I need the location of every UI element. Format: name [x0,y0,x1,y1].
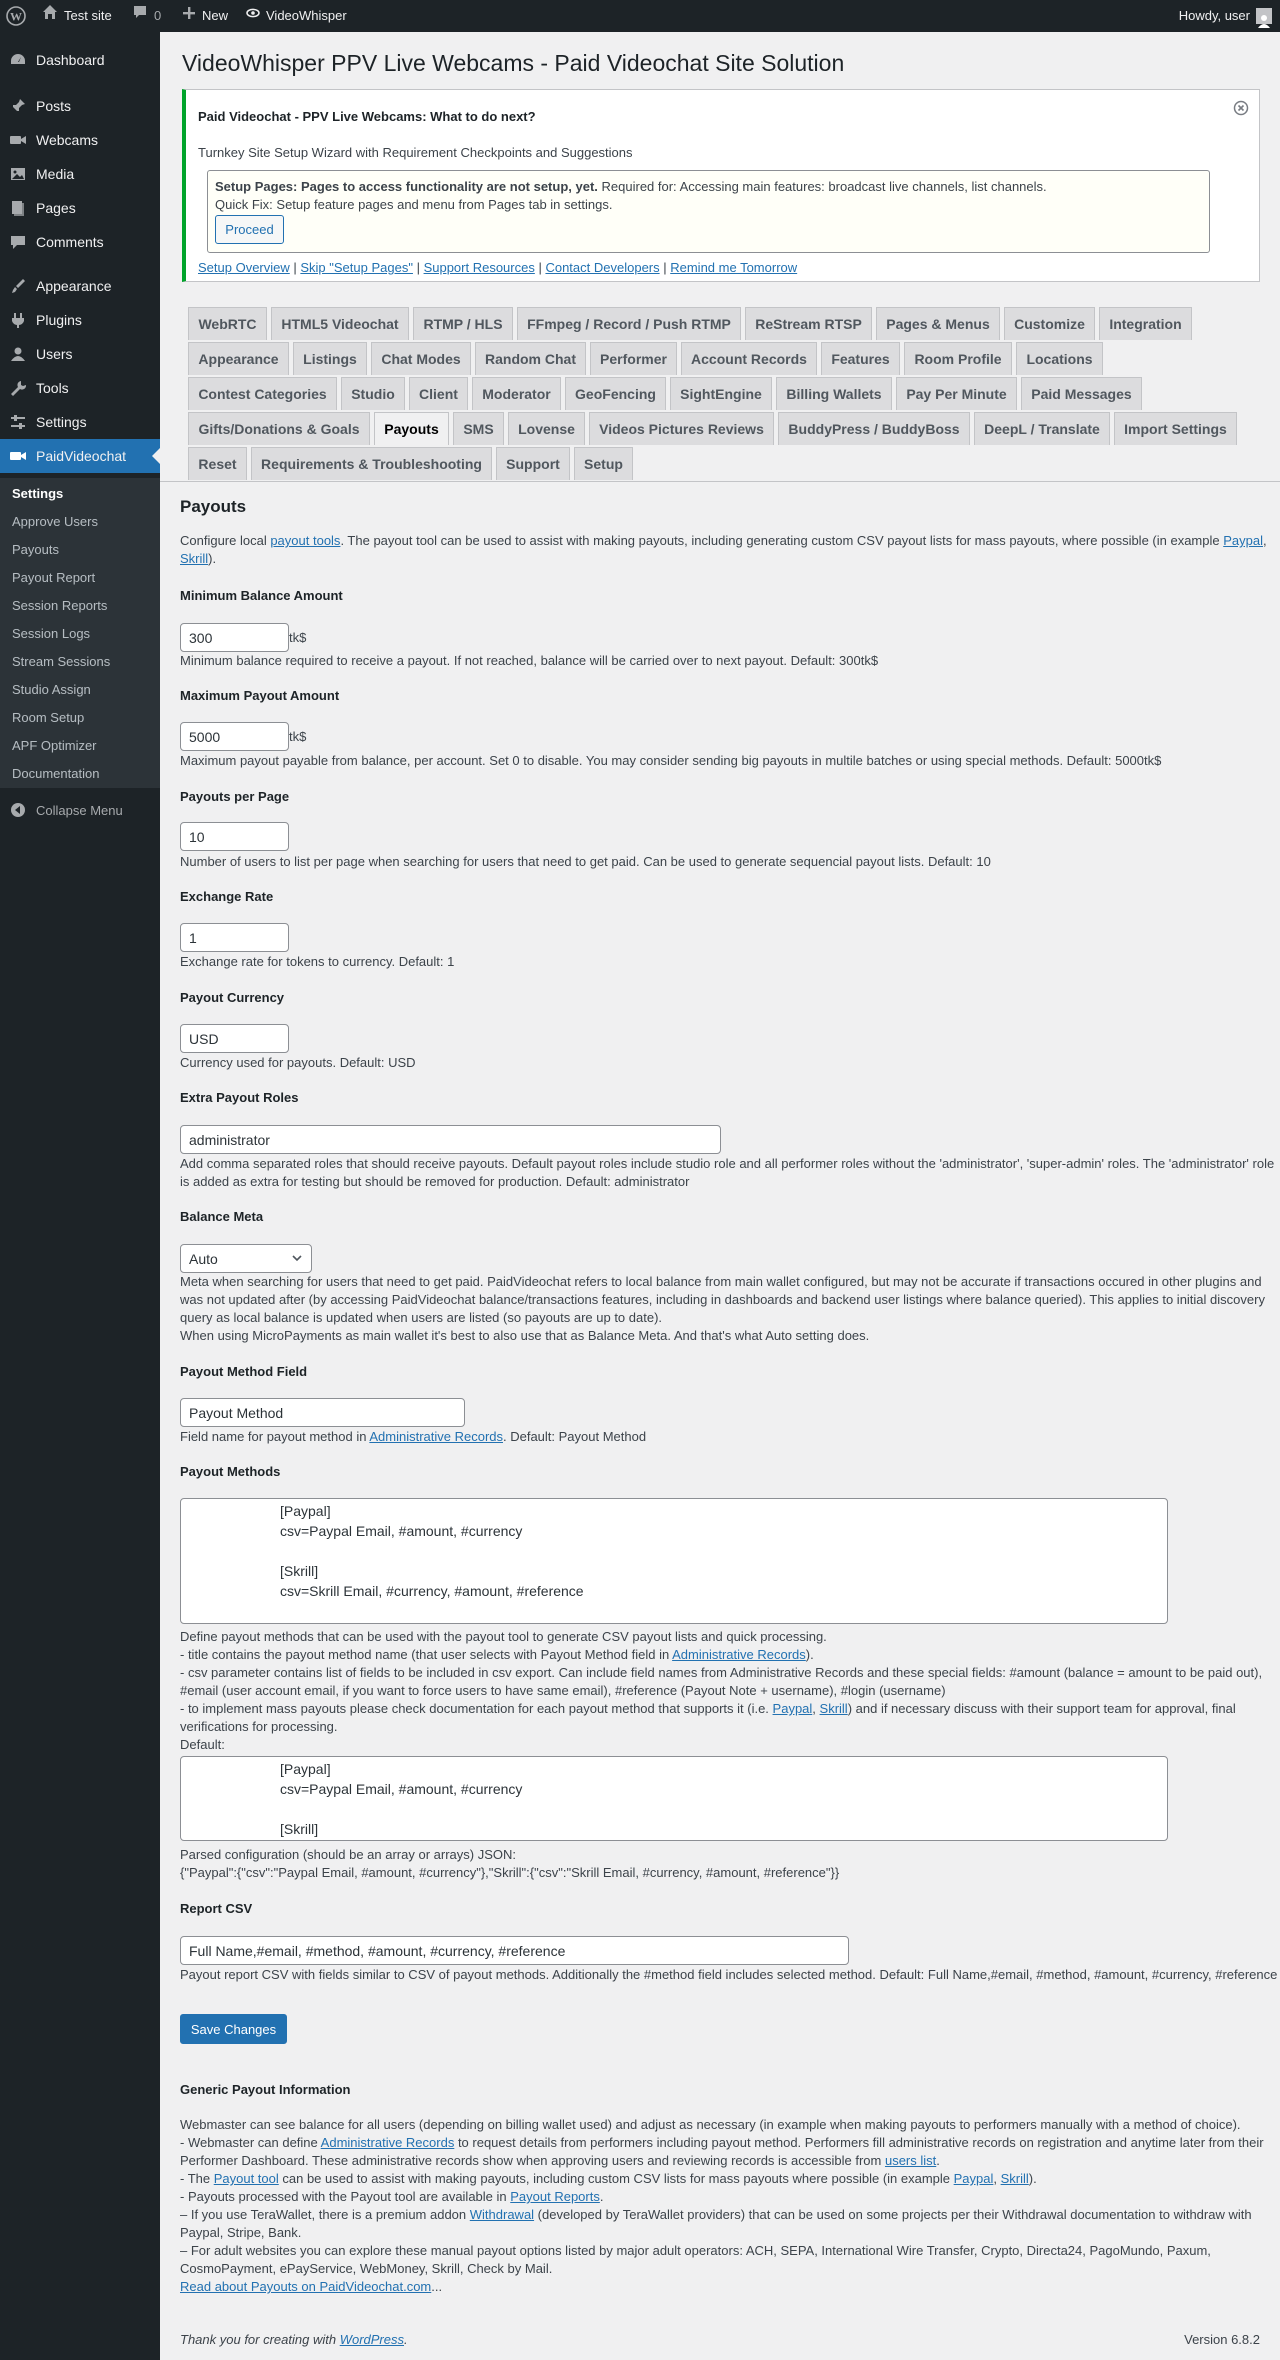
setup-notice [182,89,1260,282]
extra-roles-desc: Add comma separated roles that should receive payouts. Default payout roles include studio role and all performer roles without the 'administrator', 'super-admin' roles. The 'administrator' role is added as extra for testing but should be removed for production. Default: administrator [180,1156,1275,1189]
tab-lovense[interactable]: Lovense [508,412,585,445]
settings-icon [0,413,36,431]
menu-webcams[interactable]: Webcams [0,123,160,157]
tab-locations[interactable]: Locations [1016,342,1103,375]
menu-posts[interactable]: Posts [0,89,160,123]
method-field-desc: Field name for payout method in Administrative Records. Default: Payout Method [180,1429,647,1444]
tab-moderator[interactable]: Moderator [472,377,561,410]
payout-methods-textarea[interactable]: [Paypal] csv=Paypal Email, #amount, #currency [Skrill] csv=Skrill Email, #currency, #amount, #reference [180,1498,1168,1624]
media-icon [0,165,36,183]
max-payout-input[interactable] [180,722,289,751]
user-icon [0,345,36,363]
report-csv-input[interactable] [180,1936,849,1965]
contact-developers-link[interactable]: Contact Developers [545,260,660,275]
tab-rtmp-hls[interactable]: RTMP / HLS [413,307,513,340]
wordpress-logo-icon[interactable] [6,0,26,32]
home-icon [42,0,58,32]
menu-appearance[interactable]: Appearance [0,269,160,303]
proceed-button[interactable]: Proceed [215,215,284,244]
generic-payout-info: Webmaster can see balance for all users (depending on billing wallet used) and adjust as necessary (in example when making payouts to performers manually with a method of choice). - Webmaster can define Administrative Records to request details from performers including payout method. Performers fill administrative records on registration and anytime later from their Performer Dashboard. These administrative records show when approving users and reviewing records is accessible from users list. - The Payout tool can be used to assist with making payouts, including custom CSV lists for mass payouts where possible (in example Paypal, Skrill). - Payouts processed with the Payout tool are available in Payout Reports. – If you use TeraWallet, there is a premium addon Withdrawal (developed by TeraWallet providers) that can be used on some projects per their Withdrawal documentation to withdraw with Paypal, Stripe, Bank. – For adult websites you can explore these manual payout options listed by major adult operators: ACH, SEPA, International Wire Transfer, Crypto, Directa24, PagoMundo, Paxum, CosmoPayment, ePayService, WebMoney, Skrill, Check by Mail. Read about Payouts on PaidVideochat.com... [180,2117,1264,2294]
max-payout-desc: Maximum payout payable from balance, per account. Set 0 to disable. You may consider sending big payouts in multile batches or using special methods. Default: 5000tk$ [180,753,1162,768]
notice-links: Setup Overview | Skip "Setup Pages" | Support Resources | Contact Developers | Remind me Tomorrow [198,260,798,275]
admin-bar [0,0,1280,32]
skrill-link[interactable]: Skrill [180,551,209,566]
skrill-doc-link[interactable]: Skrill [819,1701,848,1716]
submenu-room-setup[interactable]: Room Setup [12,710,85,725]
tab-reset[interactable]: Reset [188,447,247,480]
tab-deepl-translate[interactable]: DeepL / Translate [974,412,1110,445]
dismiss-icon[interactable] [1233,100,1249,116]
currency-label: Payout Currency [180,990,285,1005]
setup-box-line1: Setup Pages: Pages to access functionality are not setup, yet. Required for: Accessing main features: broadcast live channels, list channels. [215,179,1047,194]
comments-link[interactable]: 0 [132,0,161,32]
tab-random-chat[interactable]: Random Chat [475,342,586,375]
tab-gifts-donations-goals[interactable]: Gifts/Donations & Goals [188,412,370,445]
submenu-documentation[interactable]: Documentation [12,766,100,781]
tab-import-settings[interactable]: Import Settings [1114,412,1237,445]
submenu-apf-optimizer[interactable]: APF Optimizer [12,738,97,753]
exchange-rate-desc: Exchange rate for tokens to currency. Default: 1 [180,954,455,969]
menu-comments[interactable]: Comments [0,225,160,259]
submenu-payouts[interactable]: Payouts [12,542,59,557]
videowhisper-link[interactable]: VideoWhisper [246,0,347,32]
paypal-doc-link[interactable]: Paypal [772,1701,813,1716]
extra-roles-input[interactable] [180,1125,721,1154]
tab-features[interactable]: Features [821,342,900,375]
parsed-config: Parsed configuration (should be an array or arrays) JSON: {"Paypal":{"csv":"Paypal Email, #amount, #currency"},"Skrill":{"csv":"Skrill Email, #currency, #amount, #reference"}} [180,1847,840,1880]
users-list-link[interactable]: users list [884,2153,937,2168]
skip-setup-pages-link[interactable]: Skip "Setup Pages" [300,260,413,275]
tab-paid-messages[interactable]: Paid Messages [1021,377,1142,410]
per-page-label: Payouts per Page [180,789,290,804]
plus-icon [182,0,196,32]
tab-customize[interactable]: Customize [1004,307,1095,340]
report-csv-desc: Payout report CSV with fields similar to CSV of payout methods. Additionally the #method field includes selected method. Default: Full Name,#email, #method, #amount, #currency, #reference [180,1967,1278,1982]
default-methods-textarea[interactable]: [Paypal] csv=Paypal Email, #amount, #currency [Skrill] [180,1756,1168,1841]
tab-sightengine[interactable]: SightEngine [670,377,772,410]
menu-dashboard[interactable]: Dashboard [0,43,160,77]
per-page-desc: Number of users to list per page when searching for users that need to get paid. Can be used to generate sequencial payout lists. Default: 10 [180,854,991,869]
submenu-settings[interactable]: Settings [12,486,64,501]
menu-paidvideochat[interactable]: PaidVideochat [0,439,160,473]
account-menu[interactable]: Howdy, user [1179,0,1272,32]
collapse-arrow-icon [0,802,36,818]
tab-ffmpeg-record-push-rtmp[interactable]: FFmpeg / Record / Push RTMP [517,307,741,340]
tab-account-records[interactable]: Account Records [681,342,817,375]
max-payout-label: Maximum Payout Amount [180,688,340,703]
collapse-menu-button[interactable]: Collapse Menu [0,798,160,822]
current-menu-arrow [152,448,160,464]
setup-overview-link[interactable]: Setup Overview [198,260,290,275]
site-name-link[interactable]: Test site [42,0,112,32]
submenu-payout-report[interactable]: Payout Report [12,570,96,585]
currency-input[interactable] [180,1024,289,1053]
tab-client[interactable]: Client [409,377,468,410]
notice-subtitle: Turnkey Site Setup Wizard with Requirement Checkpoints and Suggestions [198,145,633,160]
menu-pages[interactable]: Pages [0,191,160,225]
payout-methods-label: Payout Methods [180,1464,281,1479]
tab-pay-per-minute[interactable]: Pay Per Minute [896,377,1017,410]
menu-tools[interactable]: Tools [0,371,160,405]
tab-chat-modes[interactable]: Chat Modes [371,342,471,375]
tab-webrtc[interactable]: WebRTC [188,307,267,340]
menu-plugins[interactable]: Plugins [0,303,160,337]
skrill-link-2[interactable]: Skrill [1000,2171,1029,2186]
max-payout-unit: tk$ [289,729,307,744]
tab-pages-menus[interactable]: Pages & Menus [876,307,1000,340]
read-about-payouts-link[interactable]: Read about Payouts on PaidVideochat.com [180,2279,432,2294]
balance-meta-select[interactable]: Auto [180,1244,312,1273]
wordpress-link[interactable]: WordPress [339,2332,404,2347]
tab-restream-rtsp[interactable]: ReStream RTSP [745,307,872,340]
tab-videos-pictures-reviews[interactable]: Videos Pictures Reviews [589,412,774,445]
eye-icon [246,0,260,32]
tab-setup[interactable]: Setup [574,447,633,480]
payout-methods-desc: Define payout methods that can be used with the payout tool to generate CSV payout lists and quick processing. - title contains the payout method name (that user selects with Payout Method field in Administrative Records). - csv parameter contains list of fields to be included in csv export. Can include field names from Administrative Records and these special fields: #amount (balance = amount to be paid out), #email (user account email, if you want to force users to have same email), #reference (Payout Note + username), #login (username) - to implement mass payouts please check documentation for each payout method that supports it (i.e. Paypal, Skrill) and if necessary discuss with their support team for approval, final verifications for processing. Default: [180,1629,1263,1752]
payout-tool-link[interactable]: Payout tool [213,2171,279,2186]
dashboard-icon [0,51,36,69]
tab-geofencing[interactable]: GeoFencing [565,377,666,410]
tab-sms[interactable]: SMS [453,412,504,445]
menu-media[interactable]: Media [0,157,160,191]
avatar [1256,8,1272,24]
setup-box-line2: Quick Fix: Setup feature pages and menu from Pages tab in settings. [215,197,613,212]
tab-contest-categories[interactable]: Contest Categories [188,377,337,410]
plug-icon [0,311,36,329]
video-icon [0,447,36,465]
withdrawal-link[interactable]: Withdrawal [469,2207,535,2222]
tab-studio[interactable]: Studio [341,377,405,410]
video-icon [0,131,36,149]
min-balance-label: Minimum Balance Amount [180,588,343,603]
balance-meta-desc: Meta when searching for users that need to get paid. PaidVideochat refers to local balance from main wallet configured, but may not be accurate if transactions occured in other plugins and was not updated after (by accessing PaidVideochat balance/transactions features, including in dashboards and backend user listings where balance queried). This applies to initial discovery query as local balance is updated when users are listed (so payouts are up to date). When using MicroPayments as main wallet it's best to also use that as Balance Meta. And that's what Auto setting does. [180,1274,1265,1343]
tab-listings[interactable]: Listings [293,342,367,375]
administrative-records-link-3[interactable]: Administrative Records [320,2135,455,2150]
administrative-records-link-2[interactable]: Administrative Records [672,1647,806,1662]
per-page-input[interactable] [180,822,289,851]
currency-desc: Currency used for payouts. Default: USD [180,1055,416,1070]
save-changes-button[interactable]: Save Changes [180,2014,287,2044]
submenu-approve-users[interactable]: Approve Users [12,514,98,529]
method-field-label: Payout Method Field [180,1364,308,1379]
tab-buddypress-buddyboss[interactable]: BuddyPress / BuddyBoss [778,412,970,445]
min-balance-unit: tk$ [289,630,307,645]
notice-title: Paid Videochat - PPV Live Webcams: What to do next? [198,109,536,124]
chevron-down-icon [291,1251,303,1267]
page-icon [0,199,36,217]
menu-users[interactable]: Users [0,337,160,371]
footer-thanks: Thank you for creating with WordPress. [180,2332,408,2347]
new-content-link[interactable]: New [182,0,228,32]
extra-roles-label: Extra Payout Roles [180,1090,299,1105]
support-resources-link[interactable]: Support Resources [423,260,535,275]
remind-me-tomorrow-link[interactable]: Remind me Tomorrow [670,260,798,275]
submenu-studio-assign[interactable]: Studio Assign [12,682,91,697]
tab-billing-wallets[interactable]: Billing Wallets [776,377,892,410]
paypal-link-2[interactable]: Paypal [953,2171,994,2186]
tab-integration[interactable]: Integration [1099,307,1192,340]
administrative-records-link[interactable]: Administrative Records [369,1429,503,1444]
submenu-session-logs[interactable]: Session Logs [12,626,91,641]
generic-payout-title: Generic Payout Information [180,2082,351,2097]
min-balance-input[interactable] [180,623,289,652]
brush-icon [0,277,36,295]
tab-appearance[interactable]: Appearance [188,342,289,375]
paypal-link[interactable]: Paypal [1223,533,1263,548]
svg-text:W: W [10,9,22,24]
exchange-rate-label: Exchange Rate [180,889,274,904]
report-csv-label: Report CSV [180,1901,253,1916]
method-field-input[interactable] [180,1398,465,1427]
submenu-stream-sessions[interactable]: Stream Sessions [12,654,111,669]
page-title: VideoWhisper PPV Live Webcams - Paid Videochat Site Solution [182,50,845,76]
exchange-rate-input[interactable] [180,923,289,952]
comment-icon [0,233,36,251]
tabs-divider [160,481,1280,482]
section-intro: Configure local payout tools. The payout tool can be used to assist with making payouts, including generating custom CSV payout lists for mass payouts, where possible (in example Paypal, Skrill). [180,533,1267,566]
tab-performer[interactable]: Performer [590,342,677,375]
tab-support[interactable]: Support [496,447,570,480]
footer-version: Version 6.8.2 [1184,2332,1260,2347]
submenu-session-reports[interactable]: Session Reports [12,598,108,613]
tab-html5-videochat[interactable]: HTML5 Videochat [271,307,409,340]
tab-room-profile[interactable]: Room Profile [904,342,1012,375]
pin-icon [0,97,36,115]
min-balance-desc: Minimum balance required to receive a payout. If not reached, balance will be carried over to next payout. Default: 300tk$ [180,653,879,668]
payout-reports-link[interactable]: Payout Reports [510,2189,600,2204]
tab-payouts[interactable]: Payouts [374,412,449,445]
setup-pages-box [207,170,1210,253]
section-title: Payouts [180,497,247,516]
balance-meta-label: Balance Meta [180,1209,264,1224]
wrench-icon [0,379,36,397]
comment-bubble-icon [132,0,148,32]
menu-settings[interactable]: Settings [0,405,160,439]
payout-tools-link[interactable]: payout tools [270,533,341,548]
tab-requirements-troubleshooting[interactable]: Requirements & Troubleshooting [251,447,492,480]
